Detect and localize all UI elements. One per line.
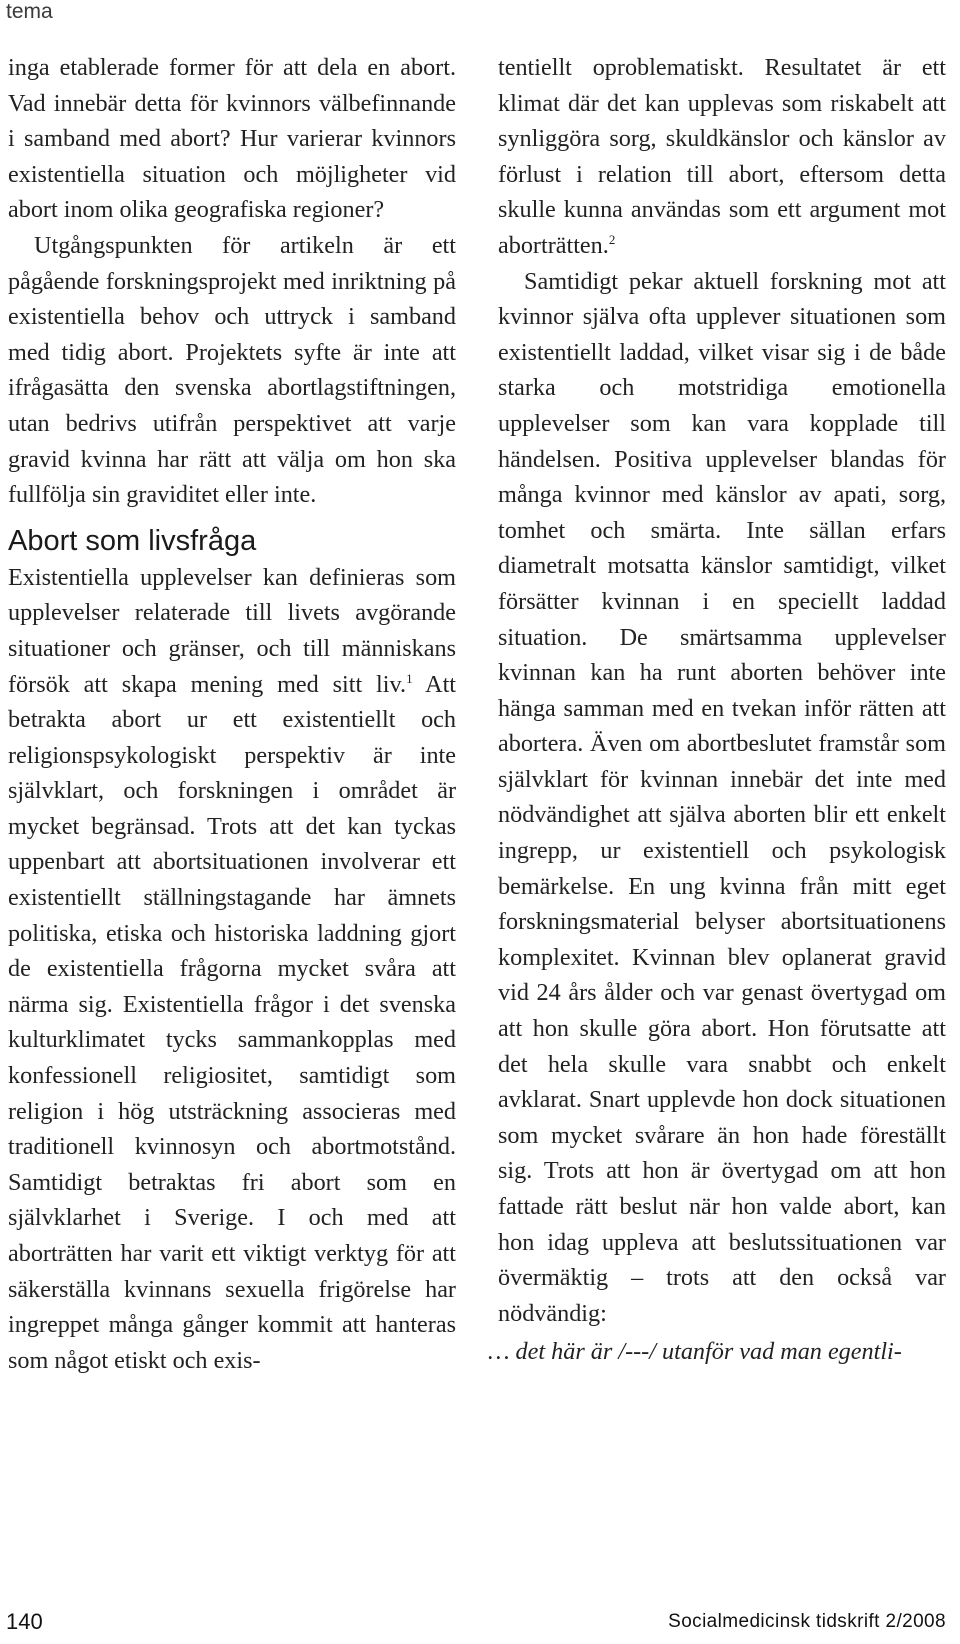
continuation-text: tentiellt oproblematiskt. Resultatet är ett klimat där det kan upplevas som riskabelt att synliggöra sorg, skuldkänslor och känslor av förlust i relation till abort, eftersom detta skulle kunna användas som ett argument mot aborträtten. — [498, 54, 946, 259]
quote-line: … det här är /---/ utanför vad man egentli- — [488, 1338, 902, 1366]
footnote-ref-2: 2 — [608, 231, 616, 247]
page-number: 140 — [6, 1609, 43, 1634]
page-header — [0, 0, 960, 32]
continuation-paragraph — [498, 50, 946, 264]
journal-name: Socialmedicinsk tidskrift 2/2008 — [668, 1611, 946, 1632]
section-tag: tema — [6, 0, 53, 23]
body-text-b: Att betrakta abort ur ett existentiellt och religionspsykologiskt perspektiv är inte självklart, och forskningen i området är mycket begränsad. Trots att det kan tyckas uppenbart att abortsituationen involverar ett existentiellt ställningstagande har ämnets politiska, etiska och historiska laddning gjort de existentiella frågorna mycket svåra att närma sig. Existentiella frågor i det svenska kulturklimatet tycks sammankopplas med konfessionell religiositet, samtidigt som religion i hög utsträckning associeras med traditionell kvinnosyn och abortmotstånd. Samtidigt betraktas fri abort som en självklarhet i Sverige. I och med att aborträtten har varit ett viktigt verktyg för att säkerställa kvinnans sexuella frigörelse har ingreppet många gånger kommit att hanteras som något etiskt och exis- — [8, 670, 457, 1374]
left-column — [8, 50, 456, 1378]
body-text-a: Existentiella upplevelser kan definieras som upplevelser relaterade till livets avgörande situationer och gränser, och till människans försök att skapa mening med sitt liv. — [8, 563, 456, 698]
research-paragraph: Samtidigt pekar aktuell forskning mot att kvinnor själva ofta upplever situationen som existentiellt laddad, vilket visar sig i de både starka och motstridiga emotionella upplevelser som kan vara kopplade till händelsen. Positiva upplevelser blandas för många kvinnor med känslor av apati, sorg, tomhet och smärta. Inte sällan erfars diametralt motsatta känslor samtidigt, vilket försätter kvinnan i en speciellt laddad situation. De smärtsamma upplevelser kvinnan kan ha runt aborten behöver inte hänga samman med en tvekan inför rätten att abortera. Även om abortbeslutet framstår som självklart för kvinnan innebär det inte med nödvändighet att själva aborten blir ett enkelt ingrepp, ur existentiell och psykologisk bemärkelse. En ung kvinna från mitt eget forskningsmaterial belyser abortsituationens komplexitet. Kvinnan blev oplanerat gravid vid 24 års ålder och var genast övertygad om att hon skulle göra abort. Hon förutsatte att det hela skulle vara snabbt och enkelt avklarat. Snart upplevde hon dock situationen som mycket svårare än hon hade föreställt sig. Trots att hon är övertygad om att hon fattade rätt beslut när hon valde abort, kan hon idag uppleva att beslutssituationen var övermäktig – trots att den också var nödvändig: — [498, 267, 946, 1327]
project-paragraph: Utgångspunkten för artikeln är ett pågående forskningsprojekt med inriktning på existentiella behov och uttryck i samband med tidig abort. Projektets syfte är inte att ifrågasätta den svenska abortlagstiftningen, utan bedrivs utifrån perspektivet att varje gravid kvinna har rätt att välja om hon ska fullfölja sin graviditet eller inte. — [8, 231, 456, 509]
footnote-ref-1: 1 — [406, 670, 413, 686]
intro-paragraph: inga etablerade former för att dela en abort. Vad innebär detta för kvinnors välbefinnande i samband med abort? Hur varierar kvinnors existentiella situation och möjligheter vid abort inom olika geografiska regioner? — [8, 54, 456, 224]
body-paragraph — [8, 560, 456, 1379]
right-column — [488, 50, 946, 1370]
section-heading: Abort som livsfråga — [8, 524, 257, 557]
